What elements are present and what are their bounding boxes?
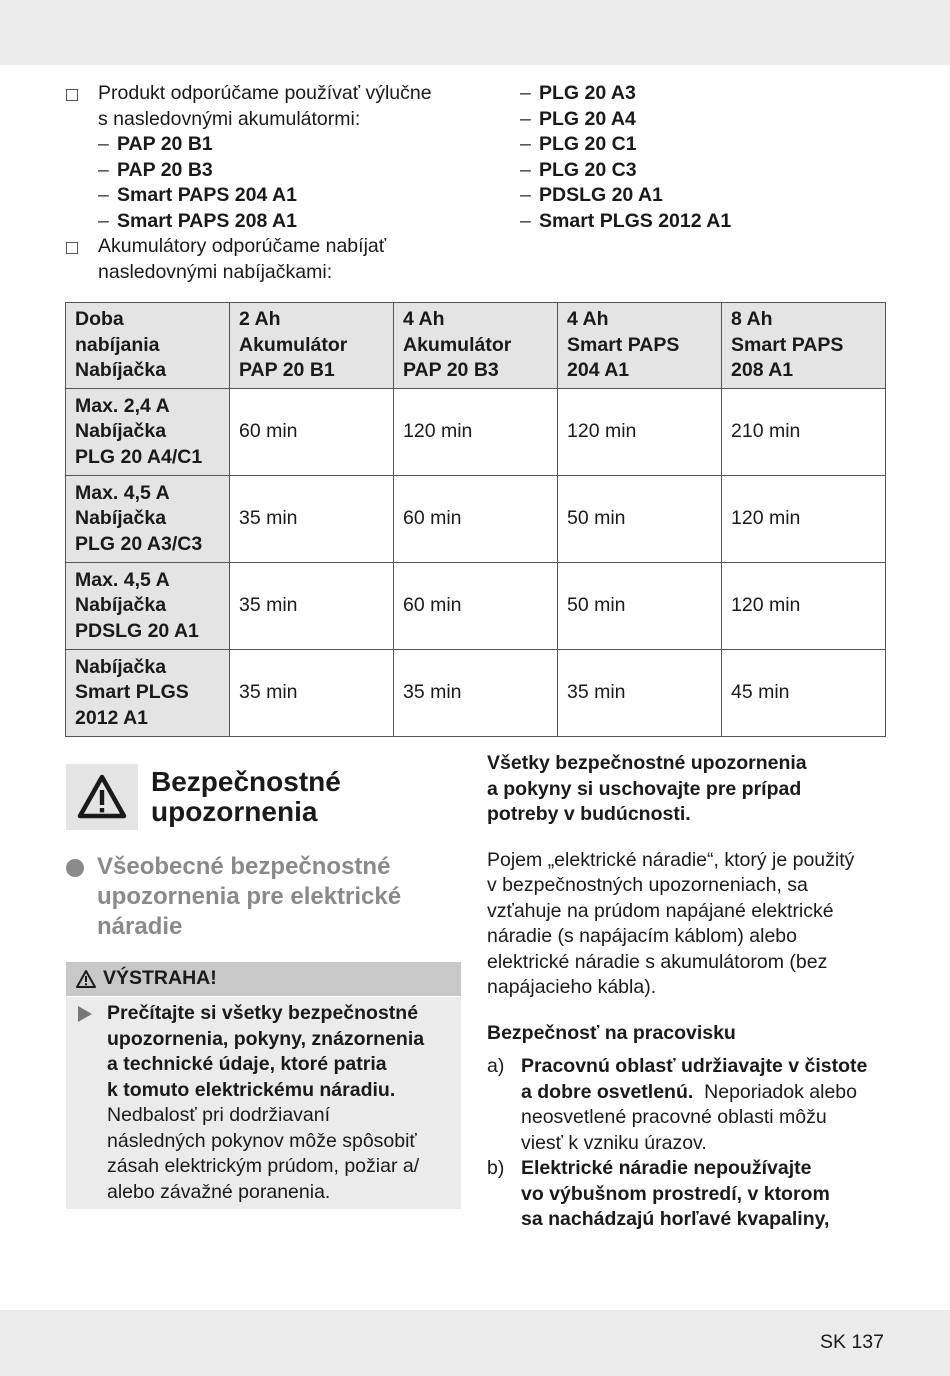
warning-bold-line: a technické údaje, ktoré patria [107, 1053, 387, 1075]
table-cell: 35 min [230, 476, 394, 563]
table-cell: 50 min [558, 563, 722, 650]
table-header-row [66, 303, 886, 389]
bullet-batteries [66, 81, 486, 234]
table-cell: 35 min [230, 650, 394, 737]
charger-item: – Smart PLGS 2012 A1 [520, 209, 732, 232]
charger-item: – PLG 20 C1 [520, 133, 637, 155]
table-row [66, 476, 886, 563]
bullet-text-line: s nasledovnými akumulátormi: [98, 107, 361, 130]
battery-item: – Smart PAPS 208 A1 [98, 209, 297, 232]
table-cell: 60 min [230, 389, 394, 476]
safety-right-column [487, 751, 897, 1233]
table-header-cell: Doba nabíjania Nabíjačka [66, 303, 230, 389]
charger-item: – PLG 20 C3 [520, 158, 637, 181]
table-header-cell: 4 Ah Smart PAPS 204 A1 [558, 303, 722, 389]
row-label-cell: Nabíjačka Smart PLGS 2012 A1 [66, 650, 230, 737]
warning-text-line: alebo závažné poranenia. [107, 1180, 331, 1203]
warning-icon-box [66, 764, 138, 830]
charging-time-table [65, 302, 886, 737]
bottom-band [0, 1310, 950, 1376]
warning-body [66, 997, 461, 1209]
warning-bold-line: k tomuto elektrickému náradiu. [107, 1078, 396, 1101]
row-label-cell: Max. 4,5 A Nabíjačka PLG 20 A3/C3 [66, 476, 230, 563]
top-band [0, 0, 950, 65]
charger-item: – PLG 20 A4 [520, 107, 636, 130]
list-item: b) Elektrické náradie nepoužívajte vo výbušnom prostredí, v ktorom sa nachádzajú horľavé kvapaliny, [487, 1157, 830, 1230]
battery-item: – PAP 20 B3 [98, 158, 213, 181]
table-cell: 210 min [722, 389, 886, 476]
table-cell: 35 min [230, 563, 394, 650]
intro-right-column [520, 81, 900, 234]
table-cell: 120 min [394, 389, 558, 476]
table-row [66, 389, 886, 476]
table-cell: 35 min [394, 650, 558, 737]
table-cell: 120 min [722, 563, 886, 650]
table-cell: 50 min [558, 476, 722, 563]
section-title: Bezpečnostné upozornenia [151, 766, 341, 827]
charger-item: – PDSLG 20 A1 [520, 184, 663, 206]
table-cell: 45 min [722, 650, 886, 737]
table-cell: 60 min [394, 476, 558, 563]
table-cell: 120 min [558, 389, 722, 476]
table-cell: 120 min [722, 476, 886, 563]
bullet-dot-icon [66, 859, 84, 877]
charger-item: – PLG 20 A3 [520, 82, 636, 104]
checkbox-bullet-icon [66, 89, 78, 101]
row-label-cell: Max. 2,4 A Nabíjačka PLG 20 A4/C1 [66, 389, 230, 476]
table-cell: 60 min [394, 563, 558, 650]
warning-bold-line: upozornenia, pokyny, znázornenia [107, 1027, 425, 1050]
bullet-text-line: nasledovnými nabíjačkami: [98, 260, 333, 283]
warning-bar [66, 962, 461, 996]
bullet-text-line: Akumulátory odporúčame nabíjať [98, 235, 387, 257]
page-number: SK 137 [820, 1331, 884, 1353]
battery-item: – Smart PAPS 204 A1 [98, 184, 297, 206]
warning-label: VÝSTRAHA! [103, 967, 217, 990]
table-row [66, 563, 886, 650]
warning-bold-line: Prečítajte si všetky bezpečnostné [107, 1002, 419, 1024]
table-header-cell: 2 Ah Akumulátor PAP 20 B1 [230, 303, 394, 389]
warning-triangle-icon [75, 969, 97, 989]
table-row [66, 650, 886, 737]
subsection-heading: Všeobecné bezpečnostné upozornenia pre elektrické náradie [66, 852, 466, 942]
table-header-cell: 8 Ah Smart PAPS 208 A1 [722, 303, 886, 389]
workplace-heading: Bezpečnosť na pracovisku [487, 1021, 736, 1044]
term-definition-paragraph: Pojem „elektrické náradie“, ktorý je použitý v bezpečnostných upozorneniach, sa vzťahuje na prúdom napájané elektrické náradie (s napájacím káblom) alebo elektrické náradie s akumulátorom (bez napájacieho kábla). [487, 848, 855, 998]
warning-text-line: zásah elektrickým prúdom, požiar a/ [107, 1155, 420, 1177]
bullet-text-line: Produkt odporúčame používať výlučne [98, 82, 432, 104]
intro-left-column [66, 81, 486, 285]
warning-text-line: Nedbalosť pri dodržiavaní [107, 1104, 331, 1126]
table-cell: 35 min [558, 650, 722, 737]
row-label-cell: Max. 4,5 A Nabíjačka PDSLG 20 A1 [66, 563, 230, 650]
checkbox-bullet-icon [66, 242, 78, 254]
battery-item: – PAP 20 B1 [98, 133, 213, 155]
keep-instructions-paragraph: Všetky bezpečnostné upozornenia a pokyny si uschovajte pre prípad potreby v budúcnosti. [487, 752, 807, 825]
list-item: a) Pracovnú oblasť udržiavajte v čistote a dobre osvetlenú. Neporiadok alebo neosvetlené pracovné oblasti môžu viesť k vzniku úrazov. [487, 1055, 868, 1154]
arrow-bullet-icon [78, 1006, 92, 1022]
warning-text-line: následných pokynov môže spôsobiť [107, 1129, 417, 1152]
bullet-chargers [66, 234, 486, 285]
table-header-cell: 4 Ah Akumulátor PAP 20 B3 [394, 303, 558, 389]
warning-triangle-icon [66, 764, 138, 830]
